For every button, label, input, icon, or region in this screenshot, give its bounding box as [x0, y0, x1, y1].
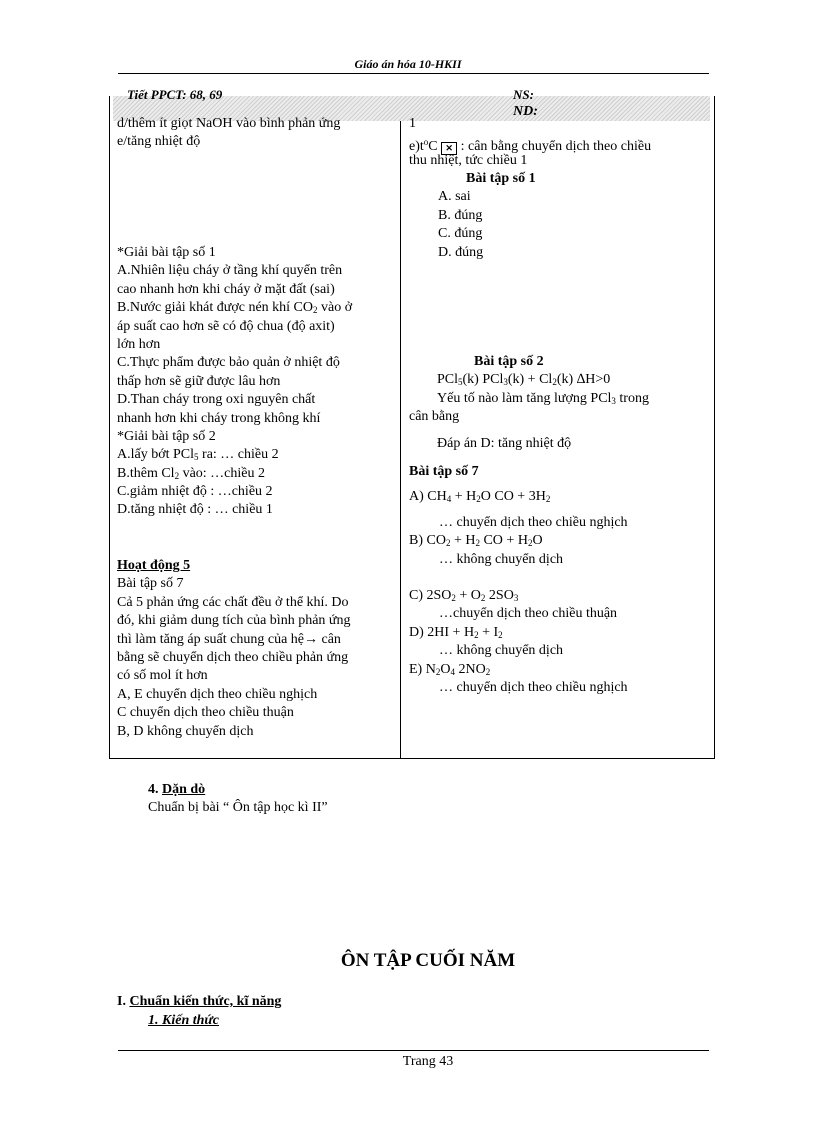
reaction-a: [409, 488, 628, 506]
right-bt1-answer: A. sai: [438, 189, 471, 205]
bt1-line: lớn hơn: [117, 336, 161, 352]
right-bt1-answer: D. đúng: [438, 244, 484, 260]
bt2-line: D.tăng nhiệt độ : … chiều 1: [117, 502, 273, 518]
subscript: 2: [474, 629, 479, 640]
subscript: 5: [194, 452, 199, 463]
bt1-line: cao nhanh hơn khi cháy ở mặt đất (sai): [117, 281, 335, 297]
bt1-line: thấp hơn sẽ giữ được lâu hơn: [117, 373, 281, 389]
activity-5-line: Cả 5 phản ứng các chất đều ở thể khí. Do: [117, 594, 349, 610]
spacer: [409, 569, 628, 587]
text: I.: [117, 994, 130, 1009]
text: O: [532, 533, 543, 549]
partial-nd-label: ND:: [513, 104, 538, 119]
activity-5-line: [117, 631, 351, 649]
text: A.lấy bớt PCl: [117, 447, 195, 463]
right-bt1-answer: B. đúng: [438, 207, 483, 223]
right-bt1-title: Bài tập số 1: [466, 171, 536, 186]
homework-section: [148, 781, 328, 818]
text: O CO + 3H: [480, 489, 546, 505]
reaction-d-answer: … không chuyển dịch: [439, 643, 564, 659]
text: trong: [615, 390, 649, 406]
subscript: 4: [446, 494, 452, 505]
bt1-line: áp suất cao hơn sẽ có độ chua (độ axit): [117, 318, 335, 334]
section-i-heading: [117, 994, 281, 1010]
text: B.Nước giải khát được nén khí CO: [117, 300, 314, 316]
bt1-solution: [117, 244, 352, 520]
text: 4.: [148, 782, 162, 797]
equilibrium-icon: ✕: [441, 142, 457, 155]
right-bt2-question: cân bằng: [409, 409, 460, 425]
bt1-line: D.Than cháy trong oxi nguyên chất: [117, 392, 316, 408]
bt2-line: [117, 446, 352, 464]
section-i-title: Chuẩn kiến thức, kĩ năng: [129, 994, 282, 1009]
reaction-b-answer: … không chuyển dịch: [439, 551, 564, 567]
right-bt2: [409, 353, 649, 453]
text: e)t: [409, 139, 424, 155]
subscript: 3: [611, 395, 616, 406]
text: + H: [450, 533, 476, 549]
page-number: Trang 43: [402, 1054, 454, 1069]
subscript: 4: [450, 666, 455, 677]
right-bt2-equation: [409, 371, 649, 389]
subscript: 2: [480, 592, 486, 603]
subscript: 3: [503, 377, 508, 388]
right-bt1: [438, 170, 536, 262]
text: : cân bằng chuyển dịch theo chiều: [457, 139, 652, 155]
bt1-line: A.Nhiên liệu cháy ở tầng khí quyển trên: [117, 263, 343, 279]
reaction-a-answer: … chuyển dịch theo chiều nghịch: [439, 514, 628, 530]
subscript: 2: [475, 538, 480, 549]
subscript: 2: [485, 666, 491, 677]
right-bt1-answer: C. đúng: [438, 226, 483, 242]
right-bt7: [409, 463, 628, 697]
right-bt2-answer: Đáp án D: tăng nhiệt độ: [437, 435, 572, 451]
left-line: e/tăng nhiệt độ: [117, 134, 201, 150]
subscript: 2: [498, 629, 503, 640]
right-line: [409, 133, 652, 155]
text: B.thêm Cl: [117, 465, 175, 481]
bt2-title: *Giải bài tập số 2: [117, 428, 216, 444]
header-rule: [118, 73, 709, 74]
subscript: 2: [552, 377, 557, 388]
bt1-line: [117, 299, 352, 317]
subscript: 5: [458, 377, 463, 388]
right-line: thu nhiệt, tức chiều 1: [409, 152, 528, 168]
text: (k) PCl: [462, 372, 504, 388]
subscript: 2: [445, 538, 451, 549]
text: O: [440, 661, 451, 677]
subscript: 2: [545, 494, 551, 505]
subsection-1-title: 1. Kiến thức: [148, 1013, 220, 1028]
right-bt7-title: Bài tập số 7: [409, 464, 479, 479]
text: cân: [318, 631, 341, 647]
text: (k) + Cl: [507, 372, 553, 388]
partial-ns-label: NS:: [513, 87, 534, 102]
header-title: Giáo án hóa 10-HKII: [354, 57, 462, 71]
text: C) 2SO: [409, 587, 452, 603]
superscript: o: [423, 137, 429, 148]
text: thì làm tăng áp suất chung của hệ: [117, 631, 304, 647]
subscript: 2: [451, 592, 456, 603]
reaction-e-answer: … chuyển dịch theo chiều nghịch: [439, 679, 628, 695]
section-title: ÔN TẬP CUỐI NĂM: [340, 950, 516, 971]
activity-5: [117, 557, 351, 741]
left-line: d/thêm ít giọt NaOH vào bình phản ứng: [117, 116, 341, 131]
activity-5-title: Hoạt động 5: [117, 558, 191, 573]
partial-lesson-code: Tiết PPCT: 68, 69: [127, 87, 223, 102]
subsection-1-heading: [148, 1013, 219, 1029]
table-column-divider: [400, 96, 401, 758]
bt1-line: nhanh hơn khi cháy trong không khí: [117, 410, 321, 426]
text: D) 2HI + H: [409, 624, 475, 640]
homework-heading: [148, 781, 328, 799]
footer-rule: [118, 1050, 709, 1051]
bt1-title: *Giải bài tập số 1: [117, 245, 216, 260]
text: Yếu tố nào làm tăng lượng PCl: [437, 390, 612, 406]
text: (k) ∆H>0: [556, 372, 611, 388]
left-column: [117, 115, 340, 152]
activity-5-line: bằng sẽ chuyển dịch theo chiều phản ứng: [117, 649, 349, 665]
homework-title: Dặn dò: [162, 782, 206, 797]
text: C: [428, 139, 442, 155]
reaction-c-answer: …chuyển dịch theo chiều thuận: [439, 606, 618, 622]
subscript: 2: [476, 494, 481, 505]
text: + I: [478, 624, 499, 640]
text: vào ở: [317, 300, 353, 316]
right-bt2-title: Bài tập số 2: [474, 354, 544, 369]
text: CO + H: [479, 533, 528, 549]
text: PCl: [437, 372, 459, 388]
bt2-line: [117, 465, 352, 483]
text: 2SO: [485, 587, 514, 603]
bt2-line: C.giảm nhiệt độ : …chiều 2: [117, 484, 273, 500]
subscript: 2: [527, 538, 533, 549]
text: ra: … chiều 2: [198, 447, 279, 463]
text: vào: …chiều 2: [179, 465, 265, 481]
reaction-d: [409, 624, 628, 642]
activity-5-line: B, D không chuyển dịch: [117, 723, 254, 739]
right-bt2-question: [409, 390, 649, 408]
text: B) CO: [409, 533, 446, 549]
subscript: 2: [313, 305, 318, 316]
spacer: [409, 427, 649, 435]
activity-5-line: đó, khi giảm dung tích của bình phản ứng: [117, 613, 351, 629]
text: + H: [451, 489, 477, 505]
spacer: [409, 481, 628, 488]
arrow-icon: →: [304, 631, 318, 647]
homework-text: Chuẩn bị bài “ Ôn tập học kì II”: [148, 800, 328, 816]
subscript: 3: [513, 592, 519, 603]
right-top: [409, 115, 651, 170]
spacer: [409, 507, 628, 514]
text: A) CH: [409, 489, 447, 505]
subscript: 2: [174, 470, 180, 481]
activity-5-subtitle: Bài tập số 7: [117, 576, 184, 592]
bt1-line: C.Thực phẩm được bảo quản ở nhiệt độ: [117, 355, 340, 371]
activity-5-line: A, E chuyển dịch theo chiều nghịch: [117, 686, 318, 702]
text: 2NO: [454, 661, 486, 677]
right-line: 1: [409, 116, 416, 131]
subscript: 2: [435, 666, 441, 677]
reaction-c: [409, 587, 628, 605]
reaction-b: [409, 532, 628, 550]
activity-5-line: C chuyển dịch theo chiều thuận: [117, 705, 294, 721]
text: + O: [455, 587, 481, 603]
activity-5-line: có số mol ít hơn: [117, 668, 208, 684]
reaction-e: [409, 661, 628, 679]
text: E) N: [409, 661, 436, 677]
